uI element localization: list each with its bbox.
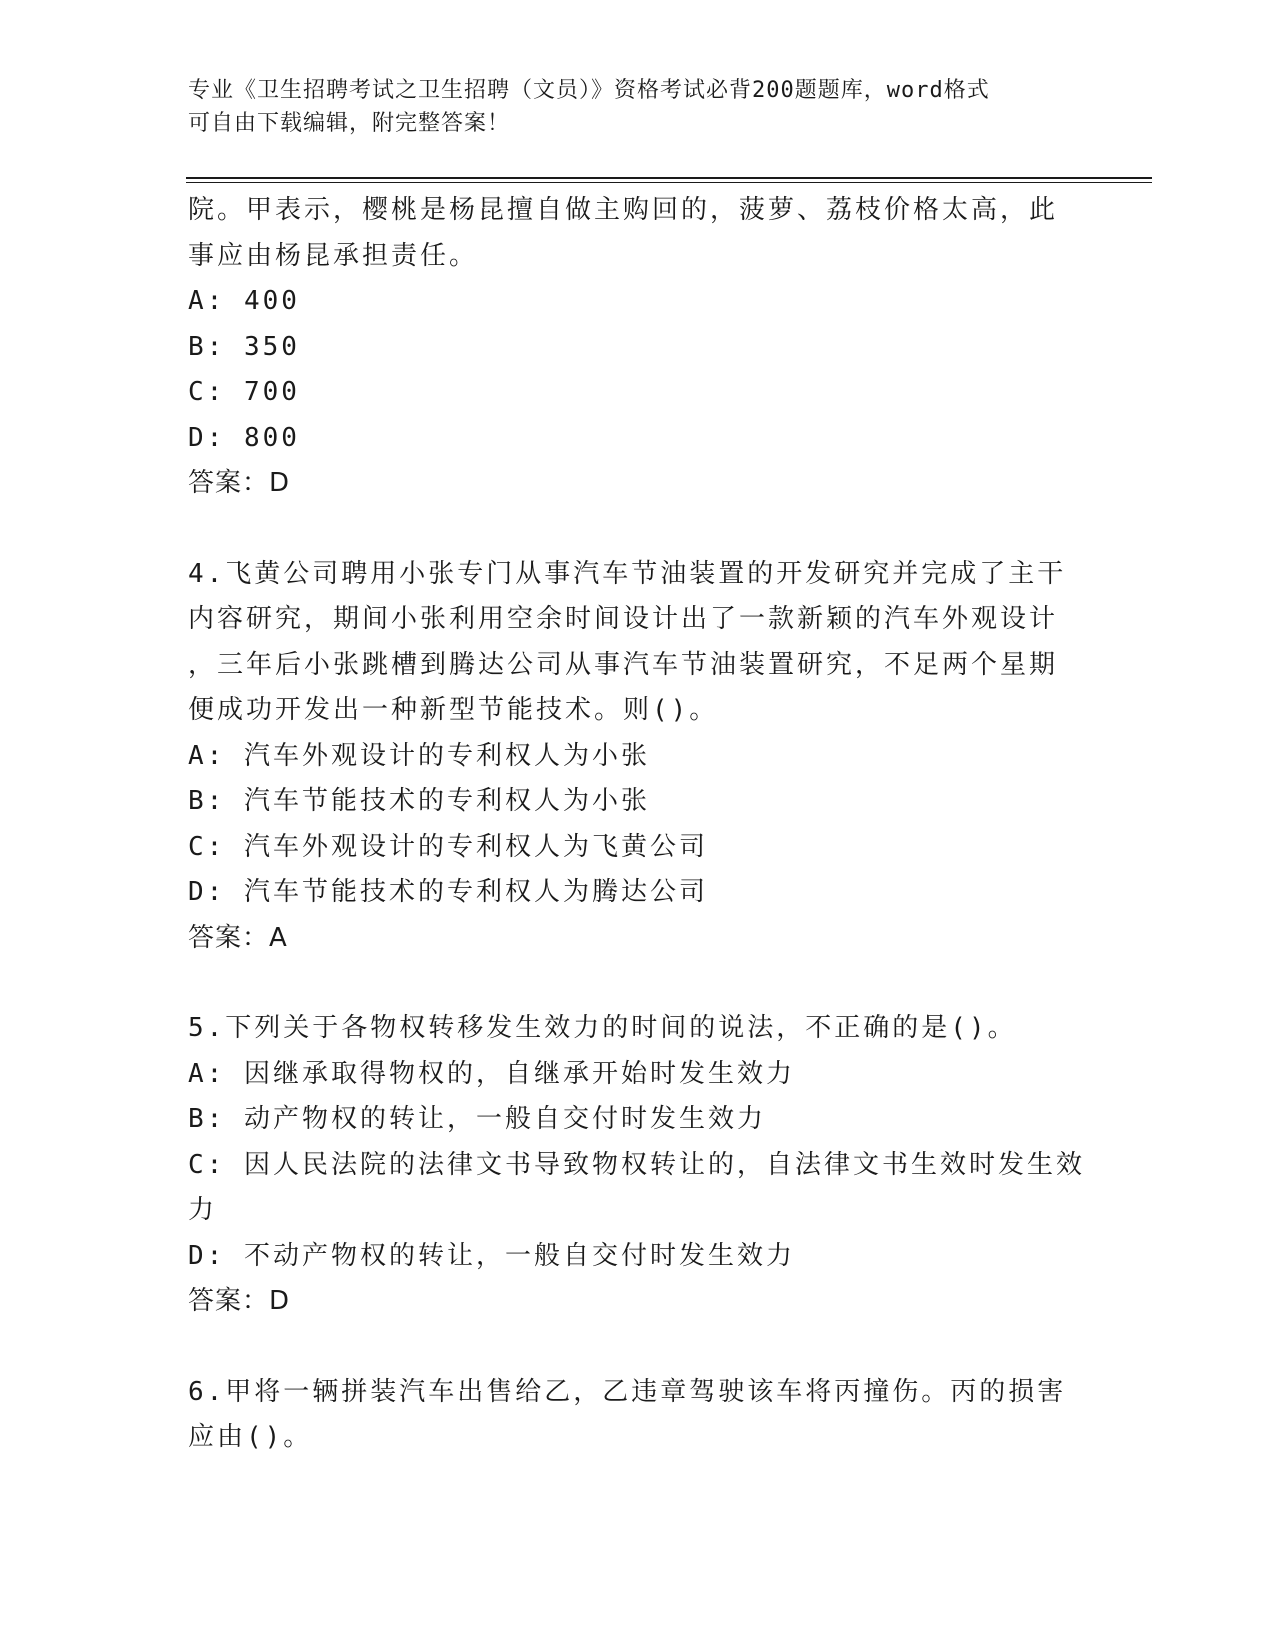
- header-line-1: 专业《卫生招聘考试之卫生招聘（文员）》资格考试必背200题题库，word格式: [188, 78, 990, 103]
- question-text-line: 事应由杨昆承担责任。: [188, 240, 479, 271]
- question-6: [188, 1370, 1068, 1461]
- option-a: A: 400: [188, 286, 300, 316]
- spacer: [188, 507, 1068, 552]
- question-5: [188, 1006, 1085, 1325]
- option-b: B: 350: [188, 331, 300, 362]
- question-text-line: 6.甲将一辆拼装汽车出售给乙，乙违章驾驶该车将丙撞伤。丙的损害: [188, 1376, 1067, 1407]
- header-line-2: 可自由下载编辑，附完整答案！: [188, 111, 511, 136]
- document-header: [188, 74, 1088, 140]
- question-text-line: ，三年后小张跳槽到腾达公司从事汽车节油装置研究，不足两个星期: [188, 649, 1059, 680]
- option-c: C: 汽车外观设计的专利权人为飞黄公司: [188, 831, 708, 862]
- question-text-line: 4.飞黄公司聘用小张专门从事汽车节油装置的开发研究并完成了主干: [188, 558, 1067, 589]
- header-divider-thin: [186, 182, 1152, 183]
- question-text-line: 内容研究，期间小张利用空余时间设计出了一款新颖的汽车外观设计: [188, 604, 1059, 634]
- answer-label: 答案：D: [188, 1286, 291, 1316]
- option-c: C: 因人民法院的法律文书导致物权转让的，自法律文书生效时发生效: [188, 1149, 1085, 1180]
- question-4: [188, 552, 1068, 962]
- option-b: B: 汽车节能技术的专利权人为小张: [188, 786, 650, 816]
- spacer: [188, 1325, 1068, 1370]
- question-3: [188, 188, 1068, 507]
- answer-label: 答案：D: [188, 468, 291, 498]
- option-d: D: 800: [188, 422, 300, 453]
- option-d: D: 不动产物权的转让，一般自交付时发生效力: [188, 1240, 795, 1271]
- option-b: B: 动产物权的转让，一般自交付时发生效力: [188, 1104, 766, 1134]
- document-body: [188, 188, 1085, 1461]
- option-c: C: 700: [188, 377, 300, 407]
- question-text-line: 便成功开发出一种新型节能技术。则()。: [188, 695, 719, 725]
- question-text-line: 5.下列关于各物权转移发生效力的时间的说法，不正确的是()。: [188, 1013, 1017, 1043]
- option-d: D: 汽车节能技术的专利权人为腾达公司: [188, 877, 708, 907]
- answer-label: 答案：A: [188, 922, 288, 953]
- option-a: A: 因继承取得物权的，自继承开始时发生效力: [188, 1058, 795, 1089]
- spacer: [188, 961, 1068, 1006]
- question-text-line: 应由()。: [188, 1422, 313, 1452]
- option-a: A: 汽车外观设计的专利权人为小张: [188, 740, 650, 771]
- question-text-line: 院。甲表示，樱桃是杨昆擅自做主购回的，菠萝、荔枝价格太高，此: [188, 195, 1059, 225]
- option-c-continued: 力: [188, 1195, 218, 1225]
- header-divider-thick: [186, 177, 1152, 179]
